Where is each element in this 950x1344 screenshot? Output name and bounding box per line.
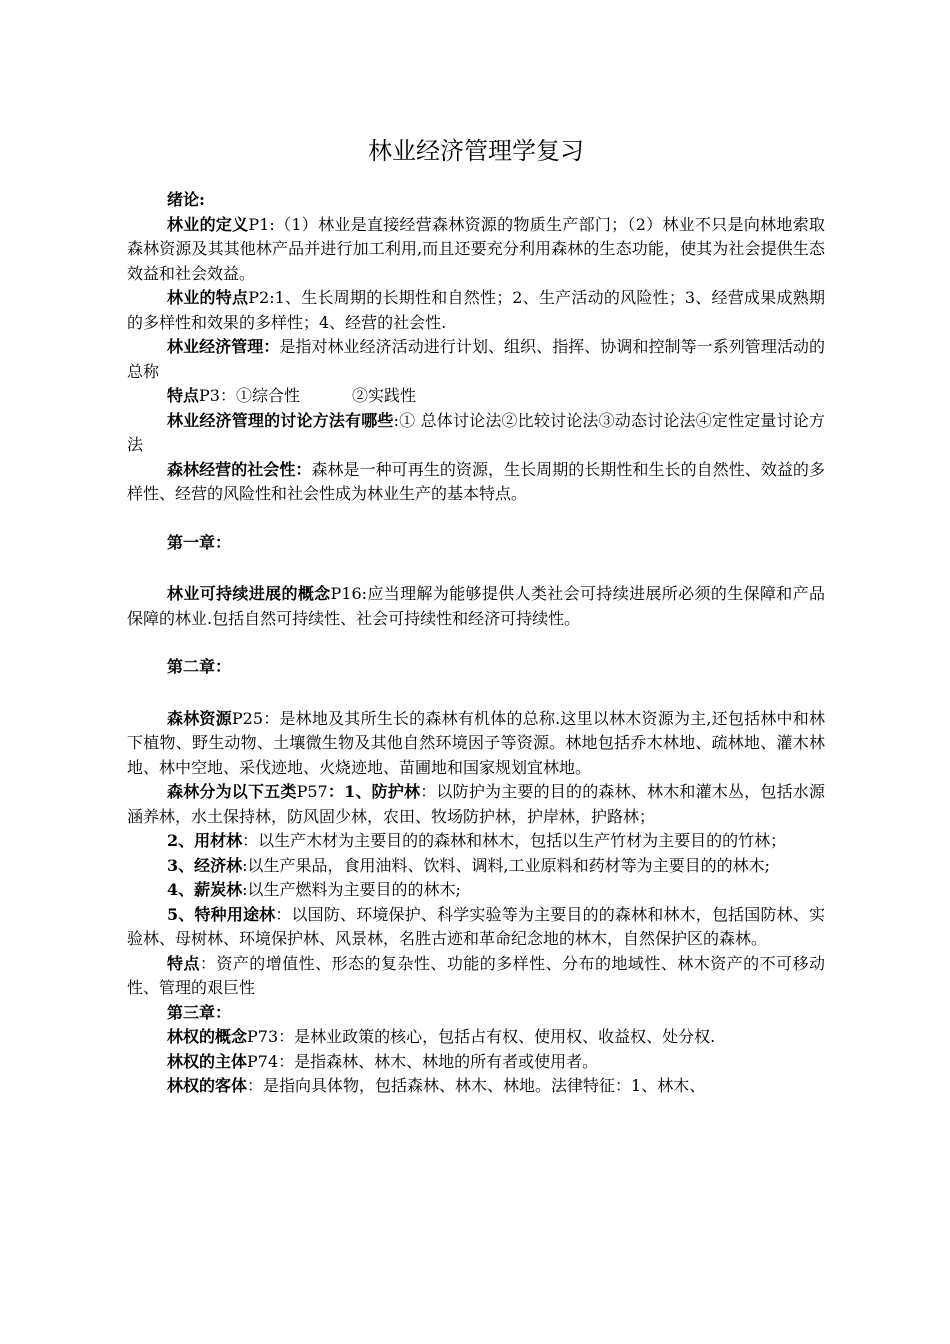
paragraph-text: :应当理解为能够提供人类社会可持续进展所必须的生保障和产品保障的林业.包括自然可持续性、社会可持续性和经济可持续性。 (127, 584, 825, 628)
paragraph-forest-asset-features (127, 952, 825, 1001)
term-label: 林权的客体 (167, 1076, 248, 1095)
page-ref: P3 (199, 386, 220, 405)
section-heading-ch2: 第二章： (167, 657, 232, 676)
blank-line (127, 631, 825, 655)
term-label: 林业的特点 (167, 288, 249, 307)
paragraph-timber-forest (127, 829, 825, 854)
paragraph-text: ：以防护为主要的目的的森林、林木和灌木丛，包括水源涵养林，水土保持林，防风固少林，农田、牧场防护林，护岸林，护路林； (127, 782, 825, 826)
blank-line (127, 507, 825, 531)
page-ref: P16 (330, 584, 362, 603)
paragraph-text: :（1）林业是直接经营森林资源的物质生产部门；（2）林业不只是向林地索取森林资源及其其他林产品并进行加工利用,而且还要充分利用森林的生态功能，使其为社会提供生态效益和社会效益。 (127, 214, 825, 283)
paragraph-text: 森林是一种可再生的资源，生长周期的长期性和生长的自然性、效益的多样性、经营的风险性和社会性成为林业生产的基本特点。 (127, 459, 825, 503)
document-title: 林业经济管理学复习 (368, 137, 584, 165)
paragraph-research-methods (127, 409, 825, 458)
paragraph-text: ：是指森林、林木、林地的所有者或使用者。 (278, 1051, 599, 1071)
paragraph-text: ：是林业政策的核心，包括占有权、使用权、收益权、处分权. (278, 1027, 716, 1046)
blank-line (127, 555, 825, 582)
paragraph-text: ：以生产木材为主要目的的森林和林木，包括以生产竹材为主要目的的竹林； (242, 831, 787, 850)
paragraph-text: ：是林地及其所生长的森林有机体的总称.这里以林木资源为主,还包括林中和林下植物、野生动物、土壤微生物及其他自然环境因子等资源。林地包括乔木林地、疏林地、灌木林地、林中空地、采伐迹地、火烧迹地、苗圃地和国家规划宜林地。 (127, 708, 825, 777)
term-label: 2、用材林 (167, 831, 243, 850)
paragraph-text: :1、生长周期的长期性和自然性；2、生产活动的风险性；3、经营成果成熟期的多样性和效果的多样性；4、经营的社会性. (127, 288, 825, 332)
paragraph-text: ：资产的增值性、形态的复杂性、功能的多样性、分布的地域性、林木资产的不可移动性、管理的艰巨性 (127, 953, 825, 997)
paragraph-forest-categories (127, 780, 825, 829)
page-ref: P2 (248, 288, 270, 307)
page-ref: P73 (247, 1027, 279, 1046)
term-label: 4、薪炭林 (167, 880, 243, 899)
section-heading-intro: 绪论: (167, 190, 205, 209)
term-label: 林权的概念 (167, 1027, 248, 1046)
term-label: 林业的定义 (167, 214, 249, 234)
paragraph-sustainable-development (127, 582, 825, 631)
paragraph-forest-resources (127, 707, 825, 781)
paragraph-text: :以生产燃料为主要目的的林木; (242, 880, 461, 899)
paragraph-text: ：以国防、环境保护、科学实验等为主要目的的森林和林木，包括国防林、实验林、母树林、环境保护林、风景林，名胜古迹和革命纪念地的林木，自然保护区的森林。 (127, 904, 825, 948)
paragraph-economic-forest (127, 854, 825, 879)
paragraph-forestry-definition (127, 213, 825, 287)
paragraph-management-features (127, 384, 825, 409)
paragraph-fuel-forest (127, 878, 825, 903)
term-label: 林权的主体 (167, 1051, 248, 1071)
term-label: 林业可持续进展的概念 (167, 584, 331, 603)
paragraph-text: ②实践性 (351, 386, 416, 405)
page-ref: P1 (248, 214, 270, 234)
section-heading-ch1: 第一章： (167, 532, 232, 552)
paragraph-social-nature (127, 458, 825, 507)
paragraph-forest-rights-object (127, 1074, 825, 1099)
paragraph-text: :以生产果品，食用油料、饮料、调料,工业原料和药材等为主要目的的林木; (242, 855, 771, 875)
term-label: 特点 (167, 386, 200, 405)
term-label: 林业经济管理： (167, 337, 280, 356)
paragraph-economic-management (127, 335, 825, 384)
page-ref: P57 (296, 782, 328, 801)
paragraph-text: ：①综合性 (219, 386, 300, 405)
paragraph-special-forest (127, 903, 825, 952)
blank-line (127, 680, 825, 707)
document-page (127, 128, 825, 1099)
term-label: 3、经济林 (167, 855, 243, 875)
term-label: 森林分为以下五类 (167, 782, 297, 801)
paragraph-text: 是指对林业经济活动进行计划、组织、指挥、协调和控制等一系列管理活动的总称 (127, 337, 825, 381)
term-label: ：1、防护林 (327, 782, 421, 801)
term-label: 5、特种用途林 (167, 904, 276, 924)
paragraph-forest-rights-subject (127, 1050, 825, 1075)
page-ref: P25 (231, 708, 263, 728)
term-label: 林业经济管理的讨论方法有哪些 (167, 410, 394, 430)
paragraph-forestry-features (127, 286, 825, 335)
term-label: 特点 (167, 953, 200, 973)
paragraph-text: :① 总体讨论法②比较讨论法③动态讨论法④定性定量讨论方法 (127, 410, 825, 454)
page-ref: P74 (247, 1051, 279, 1071)
paragraph-forest-rights-concept (127, 1025, 825, 1050)
paragraph-text: ：是指向具体物，包括森林、林木、林地。法律特征：1、林木、 (247, 1076, 706, 1095)
section-heading-ch3: 第三章： (167, 1002, 232, 1022)
term-label: 森林经营的社会性： (167, 459, 312, 479)
term-label: 森林资源 (167, 708, 232, 728)
